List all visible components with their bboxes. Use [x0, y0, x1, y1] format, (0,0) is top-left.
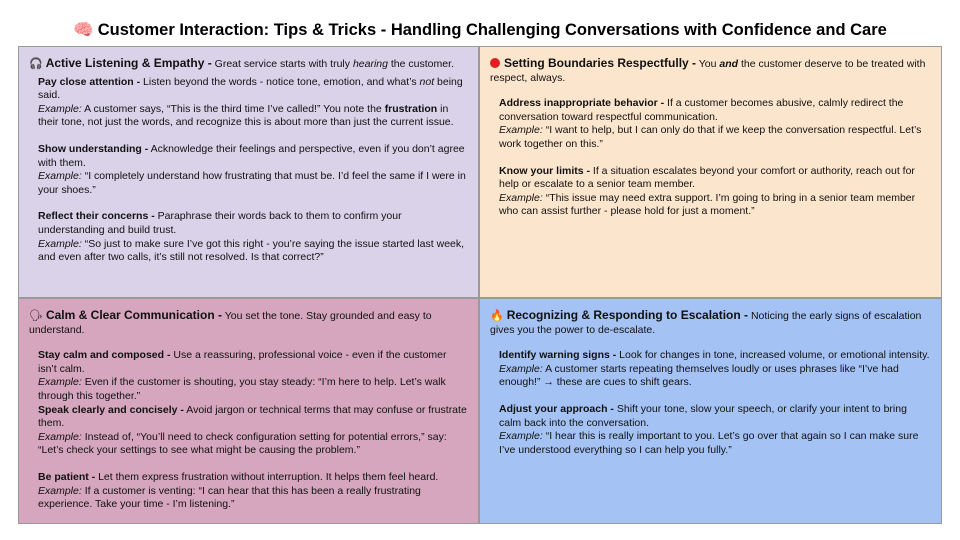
tip-text: Avoid jargon or technical terms that may confuse or frustrate them. [38, 403, 467, 430]
example-label: Example: [38, 102, 82, 115]
panel-active-listening [18, 46, 479, 298]
panel-header [490, 309, 931, 337]
tip-lead: Address inappropriate behavior - [499, 97, 665, 110]
tip-lead: Stay calm and composed - [38, 349, 171, 362]
tip-text: Acknowledge their feelings and perspective, even if you don’t agree with them. [38, 142, 465, 169]
fire-icon: 🔥 [490, 309, 504, 322]
tip-lead: Speak clearly and concisely - [38, 403, 184, 416]
tip-lead: Pay close attention - [38, 75, 141, 88]
example-text: A customer says, “This is the third time I’ve called!” You note the [81, 102, 385, 115]
tip-item [499, 403, 931, 457]
speaking-head-icon: 🗣 [29, 309, 43, 322]
example-text: “I completely understand how frustrating that must be. I’d feel the same if I were in your shoes.” [38, 170, 466, 196]
tip-lead: Identify warning signs - [499, 349, 617, 362]
page-title [0, 20, 960, 40]
example-text: “So just to make sure I’ve got this right - you’re saying the issue started last week, and even after two calls, it’s still not resolved. Is that correct?” [38, 237, 465, 264]
tip-item [38, 471, 468, 512]
example-label: Example: [38, 376, 82, 389]
example-text: “I want to help, but I can only do that if we keep the conversation respectful. Let’s work together on this.” [499, 124, 922, 150]
tip-item [499, 165, 931, 219]
tip-text: Use a reassuring, professional voice - even if the customer isn’t calm. [38, 349, 447, 375]
tip-item [38, 143, 468, 197]
example-label: Example: [38, 170, 82, 183]
example-label: Example: [499, 124, 543, 137]
tip-item [38, 349, 468, 403]
example-label: Example: [38, 484, 82, 497]
example-text: A customer starts repeating themselves loudly or uses phrases like “I’ve had enough!” → these are cues to shift gears. [499, 362, 899, 389]
tip-item [38, 404, 468, 458]
panel-header [490, 57, 931, 85]
tip-item [38, 76, 468, 130]
panel-heading: Recognizing & Responding to Escalation - [506, 308, 749, 322]
tip-item [499, 349, 931, 390]
example-label: Example: [499, 362, 543, 375]
panel-intro-end: the customer. [387, 58, 454, 70]
example-label: Example: [38, 237, 82, 250]
tip-text: Shift your tone, slow your speech, or clarify your intent to bring calm back into the conversation. [499, 402, 907, 429]
tip-lead: Be patient - [38, 470, 96, 483]
panel-intro: You [696, 58, 720, 70]
tips-grid [18, 46, 942, 524]
tip-lead: Adjust your approach - [499, 402, 614, 415]
panel-calm-communication [18, 298, 479, 524]
tip-lead: Show understanding - [38, 142, 149, 155]
example-text: “I hear this is really important to you. Let’s go over that again so I can make sure I’ve understood everything so I can help you fully.” [499, 430, 919, 456]
headphones-icon: 🎧 [29, 57, 43, 70]
panel-intro: You set the tone. Stay grounded and easy to understand. [29, 310, 432, 336]
panel-header [29, 57, 468, 72]
example-text: Instead of, “You’ll need to check configuration setting for potential errors,” say: “Let’s check your settings to see what might be causing the problem.” [38, 430, 447, 457]
brain-icon: 🧠 [73, 20, 94, 39]
tip-text: If a situation escalates beyond your comfort or authority, reach out for help or escalate to a senior team member. [499, 164, 915, 191]
panel-header [29, 309, 468, 337]
example-text: If a customer is venting: “I can hear that this has been a really frustrating experience. Take your time - I’m listening.” [38, 484, 421, 511]
example-label: Example: [499, 191, 543, 204]
panel-intro-emphasis: hearing [352, 58, 388, 70]
panel-heading: Calm & Clear Communication - [45, 308, 222, 322]
panel-intro-end: the customer deserve to be treated with respect, always. [490, 58, 926, 84]
panel-intro-emphasis: and [719, 58, 739, 70]
tip-lead: Know your limits - [499, 164, 591, 177]
tip-text: Paraphrase their words back to them to confirm your understanding and build trust. [38, 210, 402, 236]
panel-escalation [479, 298, 942, 524]
example-label: Example: [499, 430, 543, 443]
tip-text: Look for changes in tone, increased volume, or emotional intensity. [616, 349, 930, 362]
page-title-text: Customer Interaction: Tips & Tricks - Handling Challenging Conversations with Confidence and Care [97, 21, 887, 39]
tip-item [38, 210, 468, 264]
red-circle-icon [490, 58, 500, 68]
example-label: Example: [38, 430, 82, 443]
example-text: “This issue may need extra support. I’m going to bring in a senior team member who can assist further - please hold for just a moment.” [499, 191, 916, 218]
example-text: Even if the customer is shouting, you stay steady: “I’m here to help. Let’s walk through this together.” [38, 376, 446, 402]
panel-heading: Setting Boundaries Respectfully - [504, 56, 697, 70]
tip-text: If a customer becomes abusive, calmly redirect the conversation toward respectful communication. [499, 97, 904, 123]
example-emphasis: frustration [384, 102, 438, 115]
tip-text-end: being said. [38, 75, 463, 102]
example-text-end: in their tone, not just the words, and recognize this is about more than just the current issue. [38, 102, 454, 129]
tip-text: Listen beyond the words - notice tone, emotion, and what’s [140, 75, 420, 88]
panel-intro: Great service starts with truly [211, 58, 353, 70]
tip-lead: Reflect their concerns - [38, 210, 155, 223]
tip-text-emphasis: not [419, 75, 435, 88]
tip-text: Let them express frustration without interruption. It helps them feel heard. [95, 470, 439, 483]
tip-item [499, 97, 931, 151]
panel-heading: Active Listening & Empathy - [45, 56, 212, 70]
panel-intro: Noticing the early signs of escalation gives you the power to de-escalate. [490, 310, 922, 336]
panel-setting-boundaries [479, 46, 942, 298]
